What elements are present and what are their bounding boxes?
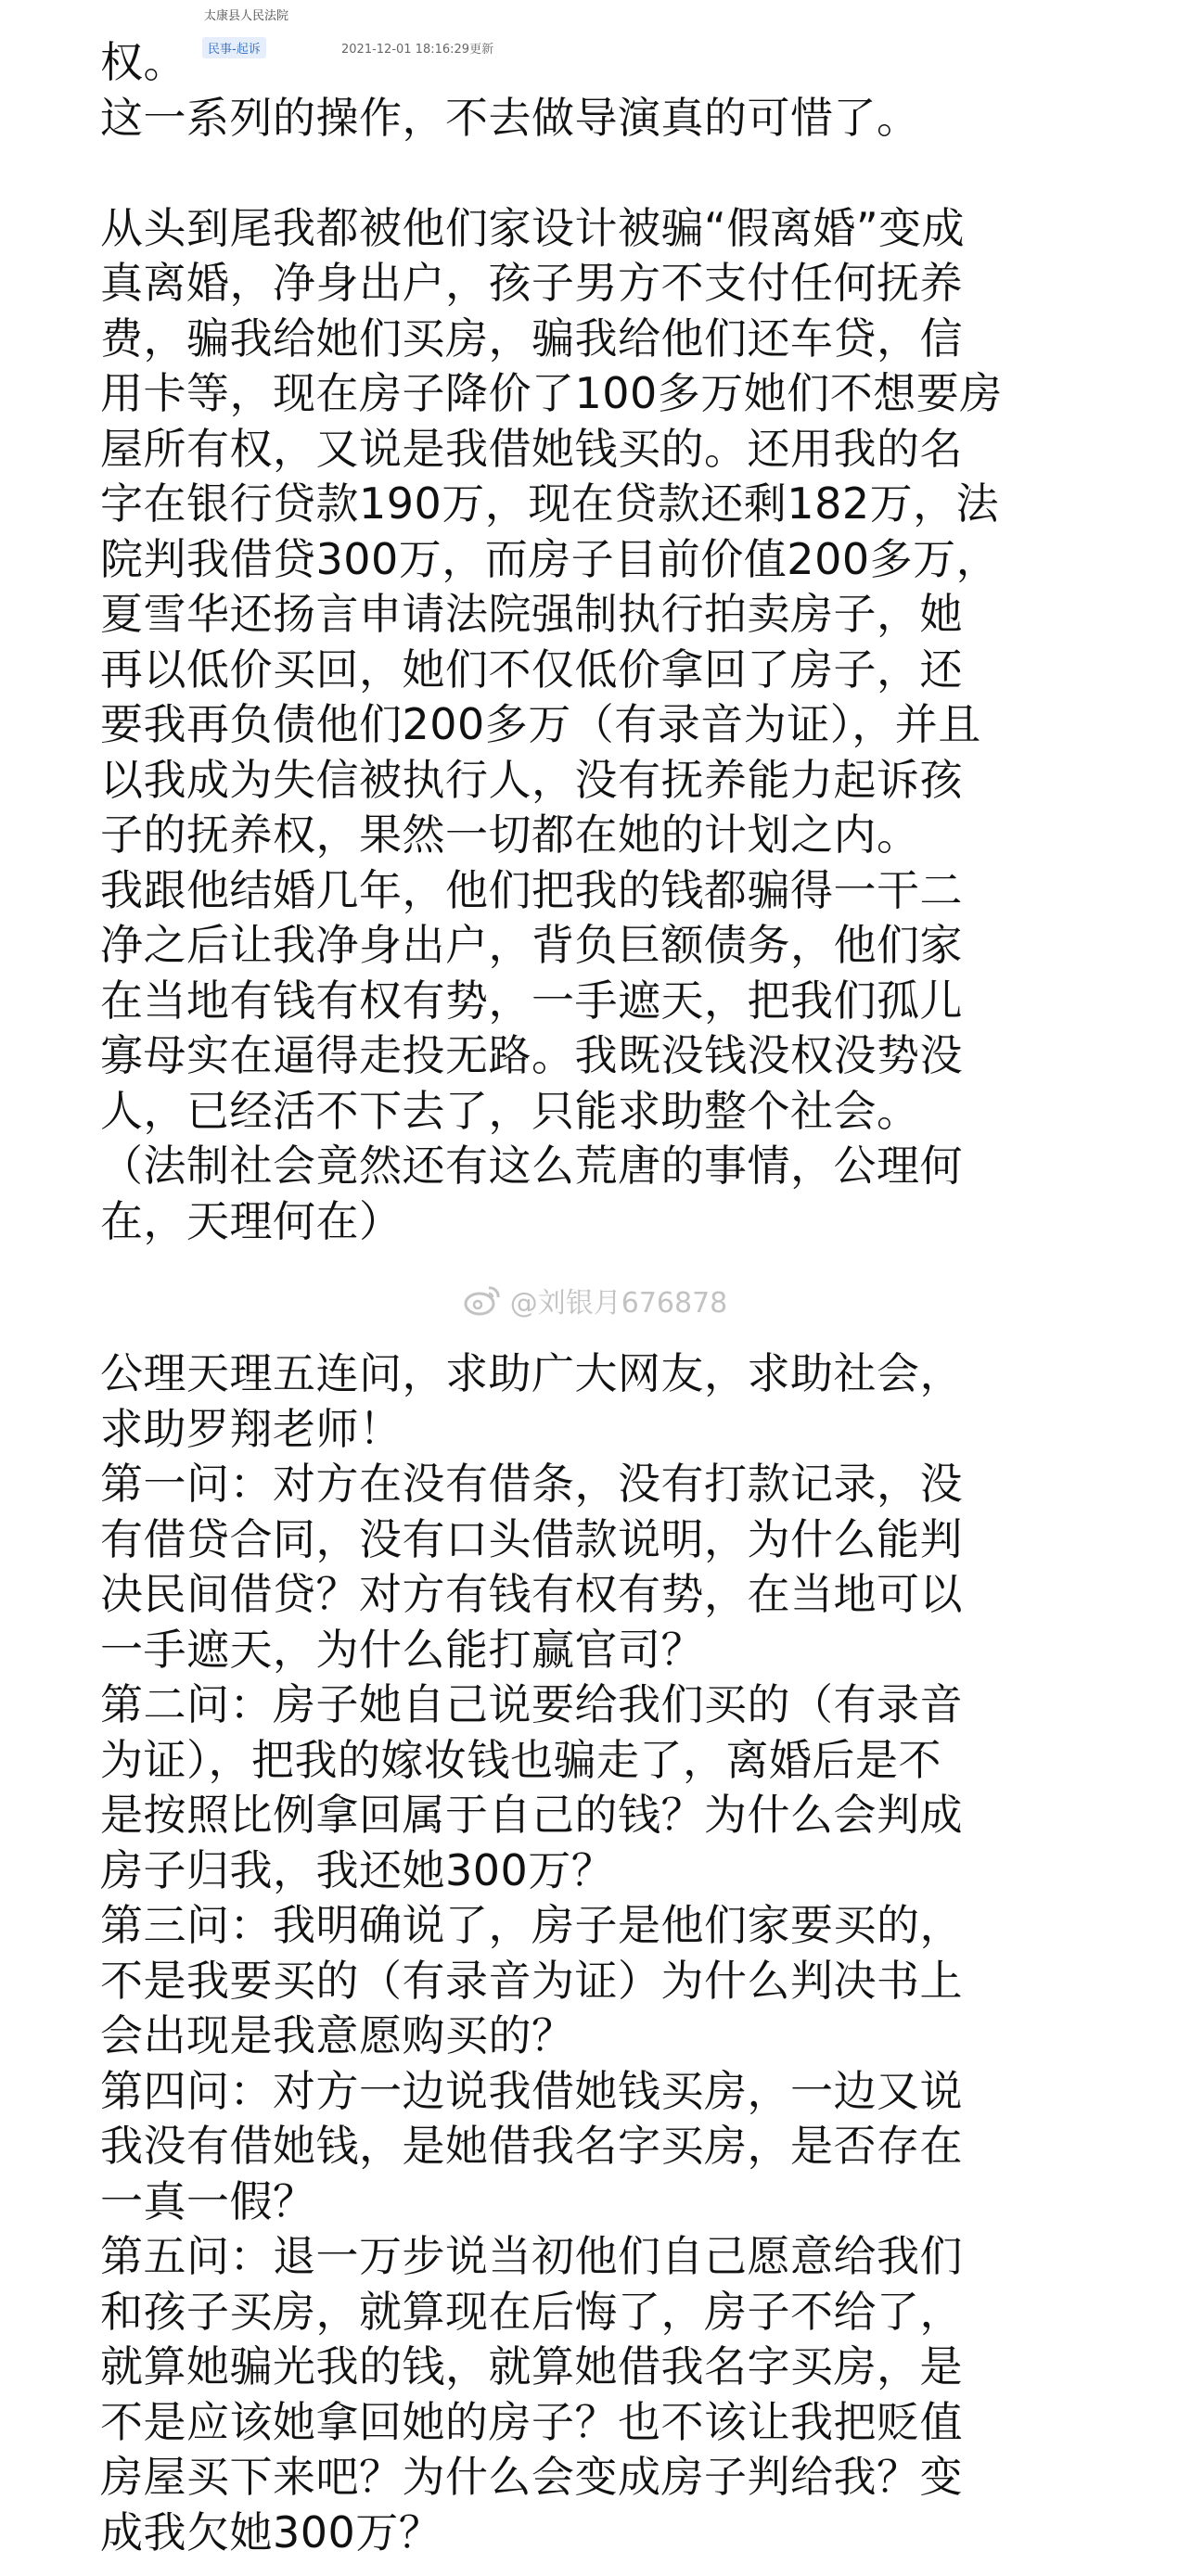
text-line: 屋所有权，又说是我借她钱买的。还用我的名 (100, 423, 963, 474)
text-line: 房屋买下来吧？为什么会变成房子判给我？变 (100, 2452, 963, 2502)
weibo-logo-icon (464, 1284, 501, 1316)
text-line: 子的抚养权，果然一切都在她的计划之内。 (100, 810, 920, 860)
text-line: 要我再负债他们200多万（有录音为证），并且 (100, 699, 981, 749)
watermark-text: @刘银月676878 (509, 1287, 728, 1320)
text-line: 我没有借她钱，是她借我名字买房，是否存在 (100, 2121, 963, 2171)
text-line: 在，天理何在） (100, 1195, 403, 1246)
case-type-badge: 民事-起诉 (202, 37, 266, 58)
text-line: 公理天理五连问，求助广大网友，求助社会， (100, 1348, 963, 1398)
text-line: 第五问：退一万步说当初他们自己愿意给我们 (100, 2231, 963, 2281)
text-line: 为证），把我的嫁妆钱也骗走了，离婚后是不 (100, 1734, 941, 1785)
update-timestamp: 2021-12-01 18:16:29更新 (341, 43, 494, 57)
text-line: 我跟他结婚几年，他们把我的钱都骗得一干二 (100, 864, 963, 915)
text-line: 权。 (100, 37, 186, 87)
text-line: 真离婚，净身出户，孩子男方不支付任何抚养 (100, 258, 963, 308)
statement-part-2 (100, 1346, 1083, 2560)
text-line: （法制社会竟然还有这么荒唐的事情，公理何 (100, 1141, 963, 1191)
text-line: 从头到尾我都被他们家设计被骗“假离婚”变成 (100, 202, 966, 253)
text-line: 房子归我，我还她300万？ (100, 1844, 615, 1895)
weibo-watermark (464, 1280, 728, 1320)
text-line: 就算她骗光我的钱，就算她借我名字买房，是 (100, 2341, 963, 2391)
blank-line (100, 146, 1083, 201)
text-line: 一真一假？ (100, 2175, 316, 2226)
text-line: 字在银行贷款190万，现在贷款还剩182万，法 (100, 478, 1000, 529)
text-line: 成我欠她300万？ (100, 2506, 442, 2557)
text-line: 净之后让我净身出户，背负巨额债务，他们家 (100, 920, 963, 970)
court-name: 太康县人民法院 (204, 9, 289, 23)
text-line: 第一问：对方在没有借条，没有打款记录，没 (100, 1459, 963, 1509)
text-line: 寡母实在逼得走投无路。我既没钱没权没势没 (100, 1030, 963, 1080)
text-line: 用卡等，现在房子降价了100多万她们不想要房 (100, 368, 1003, 418)
text-line: 有借贷合同，没有口头借款说明，为什么能判 (100, 1513, 963, 1564)
text-line: 第四问：对方一边说我借她钱买房，一边又说 (100, 2065, 963, 2116)
text-line: 会出现是我意愿购买的？ (100, 2010, 575, 2060)
text-line: 这一系列的操作，不去做导演真的可惜了。 (100, 92, 920, 143)
text-line: 夏雪华还扬言申请法院强制执行拍卖房子，她 (100, 589, 963, 639)
watermark-row (0, 1280, 1191, 1320)
text-line: 求助罗翔老师！ (100, 1403, 403, 1454)
text-line: 决民间借贷？对方有钱有权有势，在当地可以 (100, 1569, 963, 1619)
text-line: 以我成为失信被执行人，没有抚养能力起诉孩 (100, 754, 963, 805)
text-line: 和孩子买房，就算现在后悔了，房子不给了， (100, 2286, 963, 2337)
text-line: 一手遮天，为什么能打赢官司？ (100, 1624, 704, 1675)
text-line: 不是我要买的（有录音为证）为什么判决书上 (100, 1955, 963, 2006)
text-line: 在当地有钱有权有势，一手遮天，把我们孤儿 (100, 975, 963, 1026)
text-line: 人，已经活不下去了，只能求助整个社会。 (100, 1085, 920, 1136)
text-line: 费，骗我给她们买房，骗我给他们还车贷，信 (100, 312, 963, 363)
text-line: 不是应该她拿回她的房子？也不该让我把贬值 (100, 2396, 963, 2447)
text-line: 再以低价买回，她们不仅低价拿回了房子，还 (100, 644, 963, 695)
text-line: 第二问：房子她自己说要给我们买的（有录音 (100, 1679, 963, 1729)
text-line: 第三问：我明确说了，房子是他们家要买的， (100, 1900, 963, 1950)
statement-part-1 (100, 35, 1083, 1249)
text-line: 院判我借贷300万，而房子目前价值200多万， (100, 533, 1000, 584)
text-line: 是按照比例拿回属于自己的钱？为什么会判成 (100, 1790, 963, 1840)
